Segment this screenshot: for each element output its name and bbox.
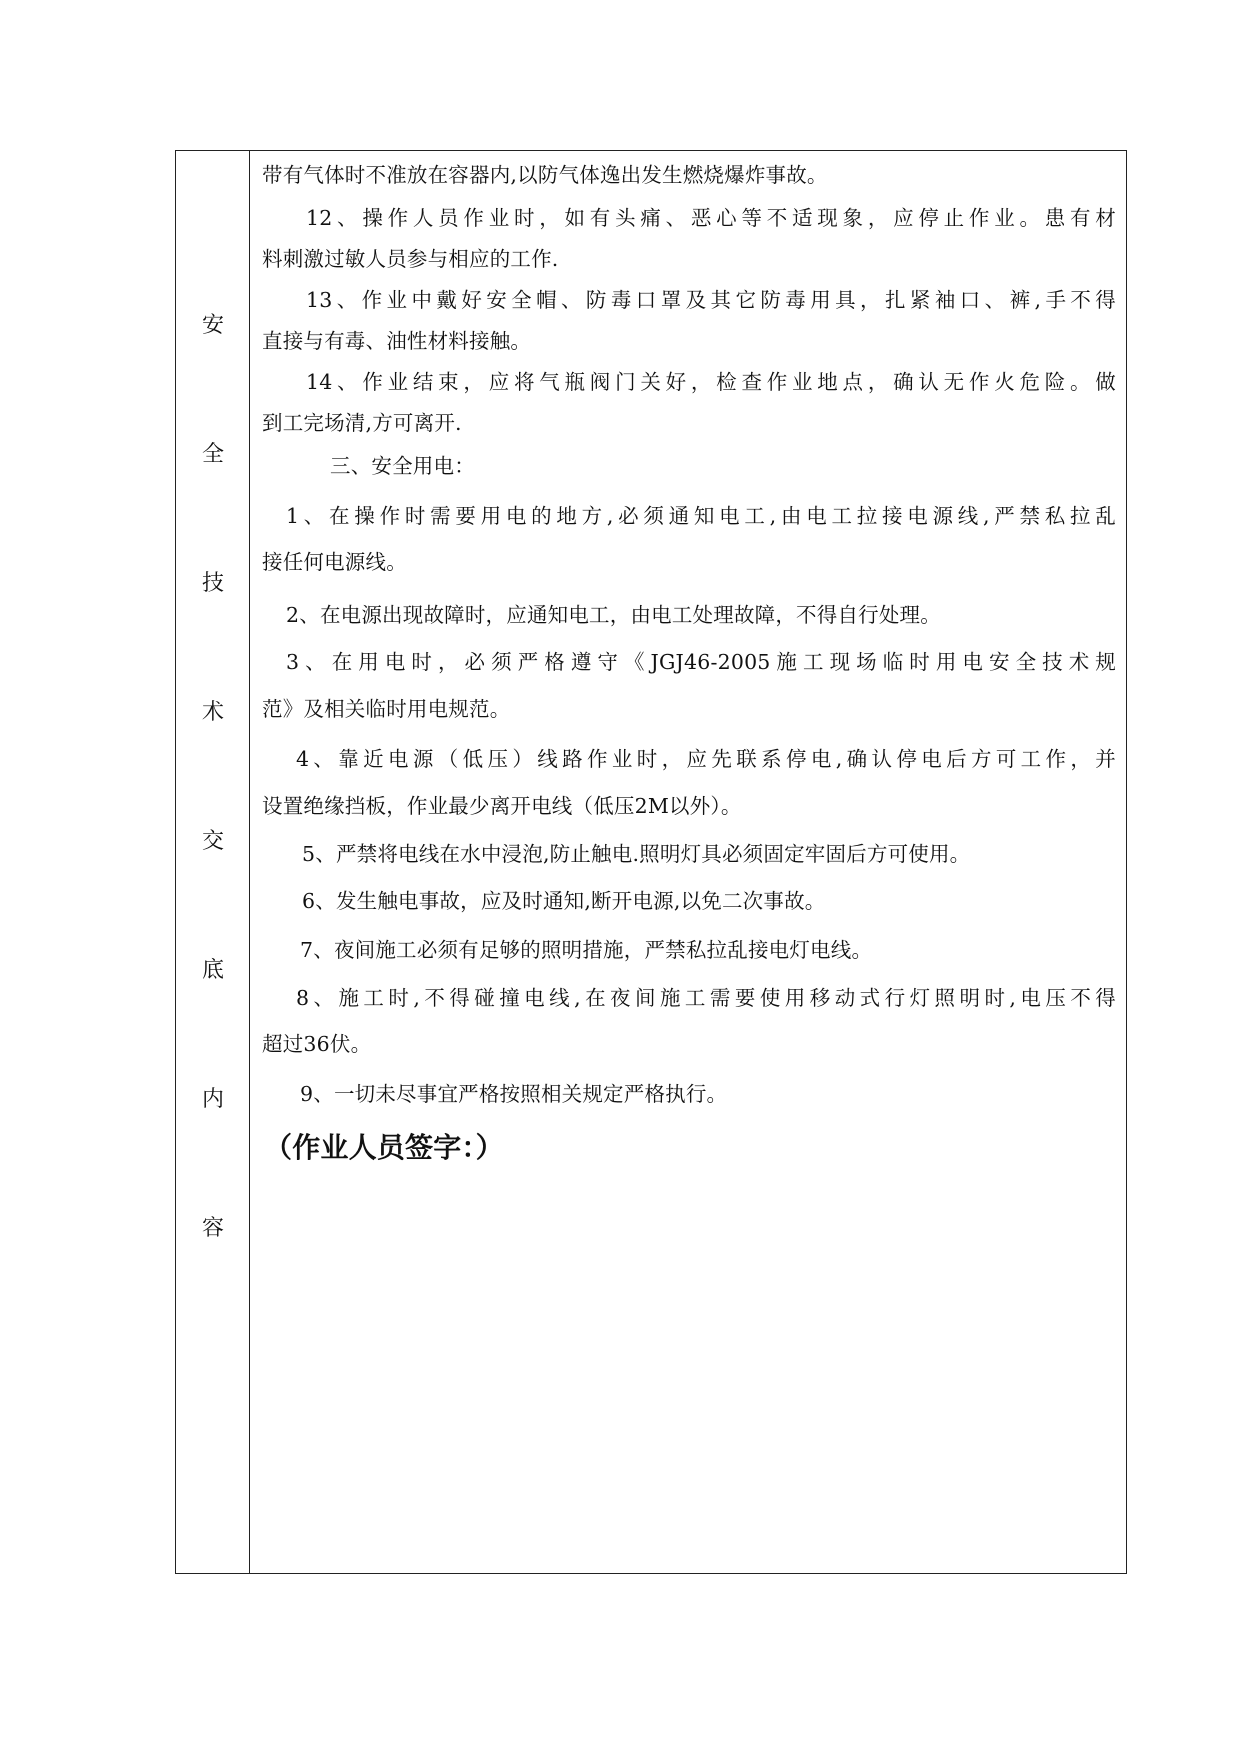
text-line: 8、施工时,不得碰撞电线,在夜间施工需要使用移动式行灯照明时,电压不得 [296,986,1116,1010]
text-line: 7、夜间施工必须有足够的照明措施，严禁私拉乱接电灯电线。 [300,938,873,962]
text-line: 设置绝缘挡板，作业最少离开电线（低压2M以外）。 [262,794,742,818]
text-line: 13、作业中戴好安全帽、防毒口罩及其它防毒用具，扎紧袖口、裤,手不得 [306,288,1116,312]
text-line: 12、操作人员作业时，如有头痛、恶心等不适现象，应停止作业。患有材 [306,206,1116,230]
text-line: 料刺激过敏人员参与相应的工作. [262,247,559,271]
text-line: 4、靠近电源（低压）线路作业时，应先联系停电,确认停电后方可工作，并 [296,747,1116,771]
text-line: 6、发生触电事故，应及时通知,断开电源,以免二次事故。 [302,889,826,913]
text-line: 1、在操作时需要用电的地方,必须通知电工,由电工拉接电源线,严禁私拉乱 [286,504,1116,528]
text-line: 5、严禁将电线在水中浸泡,防止触电.照明灯具必须固定牢固后方可使用。 [302,842,971,866]
text-line: 到工完场清,方可离开. [262,411,462,435]
disclosure-content [250,151,1126,1573]
text-line: 超过36伏。 [262,1032,372,1056]
section-label-char: 全 [201,442,224,467]
text-line: 带有气体时不准放在容器内,以防气体逸出发生燃烧爆炸事故。 [262,163,828,187]
signature-field: （作业人员签字：） [264,1131,504,1164]
disclosure-table [175,150,1127,1574]
text-line: 3、在用电时，必须严格遵守《JGJ46-2005施工现场临时用电安全技术规 [286,650,1116,674]
section-label-column [176,151,250,1573]
section-label-char: 术 [201,700,224,725]
text-line: 2、在电源出现故障时，应通知电工，由电工处理故障，不得自行处理。 [286,603,941,627]
section-label-char: 容 [201,1216,224,1241]
section-label-char: 交 [201,829,224,854]
section-label-char: 安 [201,313,224,338]
section-label-char: 内 [201,1087,224,1112]
text-line: 接任何电源线。 [262,550,407,574]
text-line: 9、一切未尽事宜严格按照相关规定严格执行。 [300,1082,728,1106]
section-label-char: 技 [201,571,224,596]
section-heading: 三、安全用电： [330,454,475,478]
text-line: 14、作业结束，应将气瓶阀门关好，检查作业地点，确认无作火危险。做 [306,370,1116,394]
text-line: 范》及相关临时用电规范。 [262,697,511,721]
text-line: 直接与有毒、油性材料接触。 [262,329,532,353]
section-label-char: 底 [201,958,224,983]
